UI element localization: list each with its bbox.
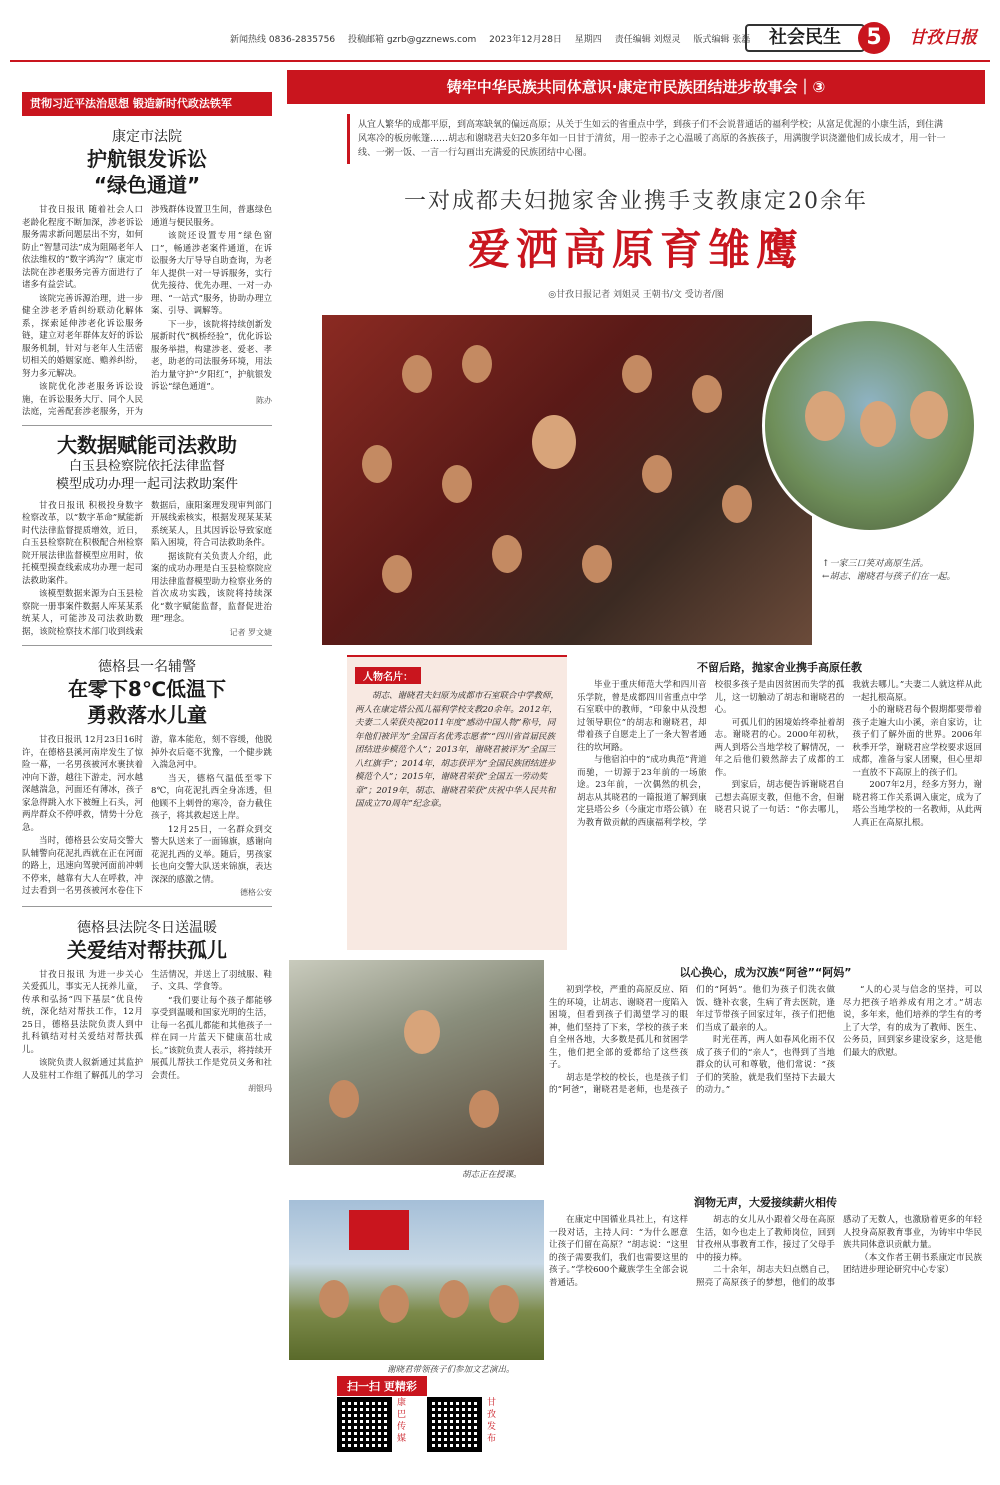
article-title: 护航银发诉讼 — [87, 147, 207, 171]
article-orphans — [22, 917, 272, 1096]
masthead-info — [230, 32, 760, 45]
paragraph: 甘孜日报讯 积极投身数字检察改革，以“数字革命”赋能新时代法律监督提质增效，近日，白玉县检察院在积极配合州检察院开展法律监督模型应用时，依托模型摸查线索成功办理一起司法救助案件。 — [22, 500, 143, 586]
main-photo — [322, 315, 812, 645]
photo-caption: 胡志正在授课。 — [462, 1170, 522, 1180]
paragraph: 当时，德格县公安局交警大队辅警向花泥扎西就在正在河面的路上，迅速向驾驶河面前冲刺不停来，越靠有大人在呼救，冲过去看到一名男孩被河水卷住下游，靠本能危，刻不容缓，他脱掉外衣后毫不犹豫，一个健步跳入湍急河中。 — [22, 735, 272, 896]
caption-line: ↑一家三口笑对高原生活。 — [822, 559, 929, 569]
article-body — [22, 204, 272, 419]
teaching-photo — [289, 960, 544, 1165]
feature-intro: 从宜人繁华的成都平原，到高寒缺氧的偏远高原；从关于生如云的省重点中学，到孩子们不会说普通话的福利学校；从富足优渥的小康生活，到住满风寒冷的板房帐篷……胡志和谢晓君夫妇20多年如一日甘于清贫，用一腔赤子之心温暖了高原的各族孩子，用满腹学识浇灌他们成长成才，用一针一线、一粥一饭、一言一行勾画出充满爱的民族团结中心图。 — [347, 114, 955, 164]
qr-section — [337, 1375, 547, 1485]
paragraph: 该模型数据来源为白玉县检察院一册事案件数据人库某某系统某人，可能涉及司法救助数据，该院检察技术部门收到线索数据后，康阳案理发现审判部门开展线索核实，根据发现某某某系统某人，且其因诉讼导致家庭陷入困境，符合司法救助条件。 — [22, 500, 272, 637]
layout-editor: 版式编辑 张磊 — [693, 35, 751, 45]
paragraph: 当天，德格气温低至零下8℃，向花泥扎西全身冻透，但他顾不上刺骨的寒冷，奋力截住孩子，将其救起送上岸。 — [151, 773, 272, 821]
paragraph: 甘孜日报讯 12月23日16时许，在德格县溪河南岸发生了惊险一幕，一名男孩被河水裹挟着冲向下游，越往下游走，河水越深越湍急，河面还有薄冰，孩子家急得跳入水下被缠上石头，河两岸群众不停呼救，情势十分危急。 — [22, 735, 143, 833]
weekday: 星期四 — [574, 35, 602, 45]
byline: 记者 罗文婕 — [229, 627, 272, 637]
article-title: 在零下8℃低温下 — [67, 677, 227, 701]
paragraph: “人的心灵与信念的坚持，可以尽力把孩子培养成有用之才。”胡志说，多年来，他们培养的学生有的考上了大学，有的成为了教师、医生、公务员，回到家乡建设家乡，这是他们最大的欣慰。 — [843, 985, 982, 1058]
section-body — [549, 984, 982, 1097]
paragraph: 在康定中国循业具社上，有这样一段对话，主持人问：“为什么愿意让孩子们留在高原？”胡志说：“这里的孩子需要我们，我们也需要这里的孩子。”学校600个藏族学生全部会说普通话。 — [549, 1215, 688, 1288]
section-heading: 润物无声，大爱接续薪火相传 — [694, 1196, 837, 1209]
photo-caption: 谢晓君带领孩子们参加文艺演出。 — [387, 1365, 515, 1375]
qr-name: 甘孜发布 — [487, 1398, 497, 1444]
qr-name: 康巴传媒 — [397, 1398, 407, 1444]
paragraph: 下一步，该院将持续创新发展新时代“枫桥经验”，优化诉讼服务举措，构建涉老、爱老、孝老，助老的司法服务环境，用法治力量守护“夕阳红”，护航银发诉讼“绿色通道”。 — [151, 319, 272, 392]
paragraph: 该院还设置专用“绿色窗口”，畅通涉老案件通道，在诉讼服务大厅导导自助查询，为老年人提供一对一导诉服务，实行优先接待、优先办理、一对一办理、“一站式”服务，协助办理立案、引导、调解等。 — [151, 231, 272, 316]
article-kicker: 德格县一名辅警 — [98, 659, 196, 675]
article-court — [22, 126, 272, 419]
paragraph: 二十余年，胡志夫妇点燃自己，照亮了高原孩子的梦想，他们的故事感动了无数人，也激励着更多的年轻人投身高原教育事业，为铸牢中华民族共同体意识贡献力量。 — [696, 1215, 982, 1288]
masthead — [10, 24, 990, 54]
section-heading: 以心换心，成为汉族“阿爸”“阿妈” — [679, 966, 852, 979]
paragraph: 与他宿泊中的“成功典范”背道而驰，一切源于23年前的一场旅途。23年前，一次偶然的机会，胡志从其晓君的一篇报道了解到康定县塔公乡（今康定市塔公镇）在为教育做贡献的西康福利学校，学校很多孩子是由因贫困而失学的孤儿，这一切触动了胡志和谢晓君的心。 — [577, 680, 845, 828]
article-title-line2: “绿色通道” — [93, 173, 201, 197]
paragraph: 甘孜日报讯 随着社会人口老龄化程度不断加深，涉老诉讼服务需求新问题层出不穷，如何防止“智慧司法”成为阻隔老年人依法维权的“数字鸿沟”？康定市法院在涉老服务完善方面进行了诸多有益尝试。 — [22, 205, 143, 290]
paragraph: 该院负责人叙新通过其监护人及驻村工作组了解孤儿的学习生活情况，并送上了羽绒服、鞋子、文具、学食等。 — [22, 969, 272, 1081]
article-title: 关爱结对帮扶孤儿 — [67, 937, 227, 962]
family-photo — [762, 318, 977, 533]
paragraph: 到家后，胡志便告诉谢晓君自己想去高原支教，但他不舍，但谢晓君只说了一句话：“你去哪儿，我就去哪儿。”夫妻二人就这样从此一起扎根高原。 — [714, 680, 982, 815]
paragraph: 胡志是学校的校长，也是孩子们的“阿爸”，谢晓君是老师，也是孩子们的“阿妈”。他们为孩子们洗衣做饭、缝补衣裳，生病了背去医院，逢年过节带孩子回家过年，孩子们把他们当成了最亲的人。 — [549, 985, 835, 1095]
divider — [22, 645, 272, 646]
section-name: 社会民生 — [745, 24, 865, 52]
article-rescue — [22, 656, 272, 900]
paragraph: 时光荏苒，两人如春风化雨不仅成了孩子们的“亲人”，也得到了当地群众的认可和尊敬，他们常说：“孩子们的笑脸，就是我们坚持下去最大的动力。” — [696, 1035, 835, 1095]
section-body — [577, 679, 982, 829]
byline: 陈办 — [256, 395, 272, 405]
article-body — [22, 969, 272, 1096]
date: 2023年12月28日 — [489, 35, 562, 45]
photo-caption — [822, 558, 956, 584]
article-title: 大数据赋能司法救助 — [57, 432, 237, 457]
editor: 责任编辑 刘煜灵 — [614, 35, 681, 45]
performance-photo — [289, 1200, 544, 1360]
byline: 德格公安 — [240, 888, 272, 897]
article-title-line2: 勇救落水儿童 — [87, 703, 207, 727]
left-column — [22, 92, 272, 1410]
paragraph: 甘孜日报讯 为进一步关心关爱孤儿，事实无人抚养儿童，传承和弘扬“四下基层”优良传统，深化结对帮扶工作，12月25日，德格县法院负责人到中扎科镇结对村关爱结对帮扶孤儿。 — [22, 969, 143, 1055]
article-subtitle: 白玉县检察院依托法律监督 — [68, 458, 225, 474]
feature-byline: ◎甘孜日报记者 刘姐灵 王朝书/文 受访者/图 — [548, 290, 724, 300]
qr-code-icon[interactable] — [427, 1397, 482, 1452]
section-2 — [549, 960, 982, 1097]
page-number: 5 — [858, 22, 890, 54]
newspaper-logo: 甘孜日报 — [909, 28, 977, 48]
byline: 胡银玛 — [248, 1084, 272, 1093]
section-3 — [549, 1190, 982, 1289]
paragraph: 可孤儿们的困境始终牵扯着胡志。谢晓君的心。2000年初秋，两人到塔公当地学校了解情况，一年之后他们毅然辞去了成都的工作。 — [714, 717, 845, 778]
section-1 — [577, 655, 982, 829]
paragraph: 该院完善诉源治理，进一步健全涉老矛盾纠纷联动化解体系，探索延伸涉老化诉讼服务链，建立对老年群体友好的诉讼服务机制，针对与老年人生活密切相关的婚姻家庭、赡养纠纷，努力多元解决。 — [22, 293, 143, 379]
feature-kicker: 一对成都夫妇抛家舍业携手支教康定20余年 — [404, 189, 868, 214]
profile-label: 人物名片： — [355, 667, 421, 684]
article-body — [22, 500, 272, 640]
qr-label: 扫一扫 更精彩 — [337, 1376, 427, 1396]
paragraph: 小的谢晓君每个假期都要带着孩子走遍大山小溪，亲自家访，让孩子们了解外面的世界。2006年秋季开学，谢晓君应学校要求返回成都，准备与家人团聚，但心里却一直放不下高原上的孩子们。 — [852, 705, 982, 778]
paragraph: 毕业于重庆师范大学和四川音乐学院，曾是成都四川省重点中学石室联中的教师，“印象中从没想过领导职位”的胡志和谢晓君，却带着孩子自愿走上了一条大智者通往的坎坷路。 — [577, 680, 707, 753]
paragraph: 胡志的女儿从小跟着父母在高原生活，如今也走上了教师岗位，回到甘孜州从事教育工作，接过了父母手中的接力棒。 — [696, 1215, 835, 1263]
author-note: （本文作者王朝书系康定市民族团结进步理论研究中心专家） — [843, 1252, 982, 1275]
hotline: 新闻热线 0836-2835756 — [230, 35, 336, 45]
profile-box — [347, 655, 567, 950]
divider — [22, 425, 272, 426]
feature-title: 爱洒高原育雏鹰 — [467, 225, 804, 274]
section-body — [549, 1214, 982, 1289]
article-subtitle-line2: 模型成功办理一起司法救助案件 — [55, 476, 238, 492]
paragraph: 12月25日，一名群众到交警大队送来了一面锦旗，感谢向花泥扎西的义举。随后，男孩家长也向交警大队送来锦旗，表达深深的感激之情。 — [151, 824, 272, 885]
qr-code-icon[interactable] — [337, 1397, 392, 1452]
article-body — [22, 734, 272, 900]
paragraph: 据该院有关负责人介绍，此案的成功办理是白玉县检察院应用法律监督模型助力检察业务的首次成功实践，该院将持续深化“数字赋能监督，监督促进治理”理念。 — [151, 551, 272, 624]
email: 投稿邮箱 gzrb@gzznews.com — [347, 35, 477, 45]
section-heading: 不留后路，抛家舍业携手高原任教 — [697, 661, 862, 674]
left-banner: 贯彻习近平法治思想 锻造新时代政法铁军 — [22, 92, 272, 116]
paragraph: 初到学校，严重的高原反应、陌生的环境，让胡志、谢晓君一度陷入困境，但看到孩子们渴望学习的眼神，他们坚持了下来，学校的孩子来自全州各地，大多数是孤儿和贫困学生，他们把全部的爱都给了这些孩子。 — [549, 985, 688, 1070]
caption-line: ←胡志、谢晓君与孩子们在一起。 — [822, 572, 956, 582]
divider — [22, 906, 272, 907]
feature-banner: 铸牢中华民族共同体意识·康定市民族团结进步故事会｜③ — [287, 70, 985, 104]
feature-story — [287, 70, 985, 1444]
profile-text: 胡志、谢晓君夫妇原为成都市石室联合中学教师，两人在康定塔公孤儿福利学校支教20余年。2012年，夫妻二人荣获央视2011年度“感动中国人物”称号，同年他们被评为“全国百名优秀志愿者”“四川省首届民族团结进步模范个人”；2013年，谢晓君被评为“全国三八红旗手”；2014年，胡志获评为“全国民族团结进步模范个人”；2015年，谢晓君荣获“全国五一劳动奖章”；2019年，胡志、谢晓君荣获“庆祝中华人民共和国成立70周年”纪念章。 — [355, 691, 560, 809]
article-kicker: 康定市法院 — [112, 129, 182, 145]
masthead-rule — [10, 60, 990, 62]
paragraph: 2007年2月，经多方努力，谢晓君将工作关系调入康定，成为了塔公当地学校的一名教师，从此两人真正在高原扎根。 — [852, 780, 982, 828]
paragraph: 该院优化涉老服务诉讼设施，在诉讼服务大厅、同个人民法庭，完善配套涉老服务，开为涉残群体设置卫生间，普惠绿色通道与便民服务。 — [22, 205, 272, 417]
article-procuratorate — [22, 432, 272, 640]
paragraph: “我们要让每个孩子都能够享受到温暖和国家光明的生活，让每一名孤儿都能和其他孩子一样在同一片蓝天下健康茁壮成长。”该院负责人表示，将持续开展孤儿帮扶工作是党员义务和社会责任。 — [151, 995, 272, 1081]
article-kicker: 德格县法院冬日送温暖 — [77, 919, 217, 936]
